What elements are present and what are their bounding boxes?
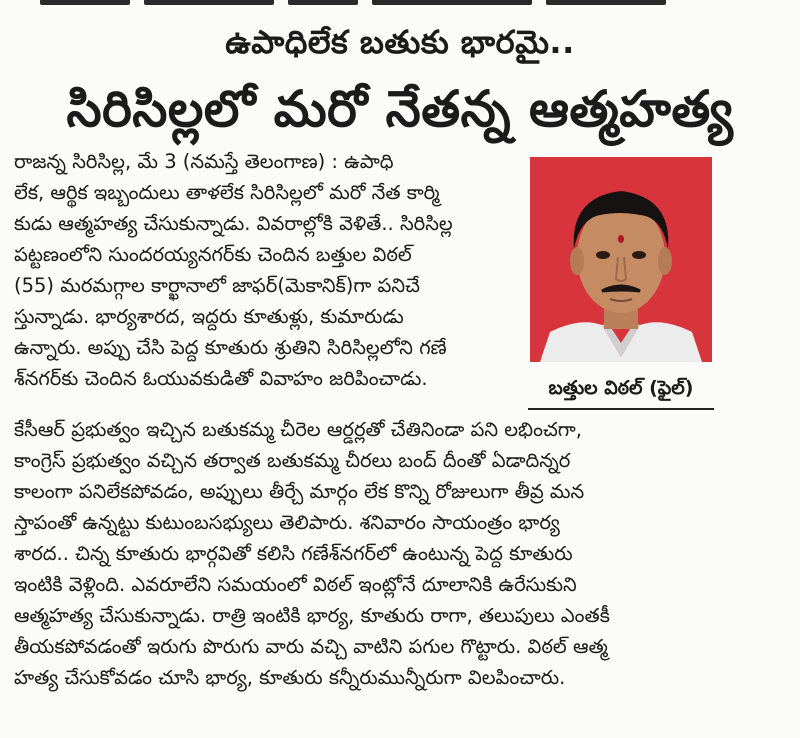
article-text-line: స్తాపంతో ఉన్నట్టు కుటుంబసభ్యులు తెలిపారు. శనివారం సాయంత్రం భార్య <box>14 511 560 534</box>
article-text-line: ఉన్నారు. అప్పు చేసి పెద్ద కూతురు శ్రుతిని సిరిసిల్లలోని గణే <box>14 336 447 359</box>
article-text-line: స్తున్నాడు. భార్యశారద, ఇద్దరు కూతుళ్లు, కుమారుడు <box>14 305 404 328</box>
article-text-line: హత్య చేసుకోవడం చూసి భార్య, కూతురు కన్నీరుమున్నీరుగా విలపించారు. <box>14 666 566 689</box>
portrait-photo <box>530 157 712 362</box>
article-text-line: తీయకపోవడంతో ఇరుగు పొరుగు వారు వచ్చి వాటిని పగుల గొట్టారు. విఠల్ ఆత్మ <box>14 635 608 658</box>
article-text-line: కాలంగా పనిలేకపోవడం, అప్పులు తీర్చే మార్గం లేక కొన్ని రోజులుగా తీవ్ర మన <box>14 480 585 503</box>
photo-caption: బత్తుల విఠల్ (ఫైల్) <box>528 368 714 410</box>
portrait-photo-icon <box>530 157 712 362</box>
article-text-line: రాజన్న సిరిసిల్ల, మే 3 (నమస్తే తెలంగాణ) : ఉపాధి <box>14 150 394 173</box>
article-text-line: కుడు ఆత్మహత్య చేసుకున్నాడు. వివరాల్లోకి వెళితే.. సిరిసిల్ల <box>14 212 453 235</box>
article-text-line: ఇంటికి వెళ్లింది. ఎవరూలేని సమయంలో విఠల్ ఇంట్లోనే దూలానికి ఉరేసుకుని <box>14 573 577 596</box>
article-text-line: ఆత్మహత్య చేసుకున్నాడు. రాత్రి ఇంటికి భార్య, కూతురు రాగా, తలుపులు ఎంతకీ <box>14 604 610 627</box>
article-text-line: పట్టణంలోని సుందరయ్యనగర్‌కు చెందిన బత్తుల విఠల్ <box>14 243 412 266</box>
article-text-line: కేసీఆర్ ప్రభుత్వం ఇచ్చిన బతుకమ్మ చీరెల ఆర్డర్లతో చేతినిండా పని లభించగా, <box>14 418 582 441</box>
article-kicker: ఉపాధిలేక బతుకు భారమై.. <box>225 23 575 61</box>
article-text-line: లేక, ఆర్థిక ఇబ్బందులు తాళలేక సిరిసిల్లలో మరో నేత కార్మి <box>14 181 440 204</box>
article-headline: సిరిసిల్లలో మరో నేతన్న ఆత్మహత్య <box>66 80 734 138</box>
clipped-previous-headline <box>40 0 760 6</box>
article-body-left-column <box>14 146 512 394</box>
article-text-line: శ్‌నగర్‌కు చెందిన ఓయువకుడితో వివాహం జరిపించాడు. <box>14 367 428 390</box>
article-body-full-width <box>14 414 774 693</box>
article-text-line: (55) మరమగ్గాల కార్ఖానాలో జాఫర్(మెకానిక్)గా పనిచే <box>14 274 420 297</box>
article-text-line: కాంగ్రెస్ ప్రభుత్వం వచ్చిన తర్వాత బతుకమ్మ చీరలు బంద్ దీంతో ఏడాదిన్నర <box>14 449 571 472</box>
article-text-line: శారద.. చిన్న కూతురు భార్గవితో కలిసి గణేశ్‌నగర్‌లో ఉంటున్న పెద్ద కూతురు <box>14 542 573 565</box>
